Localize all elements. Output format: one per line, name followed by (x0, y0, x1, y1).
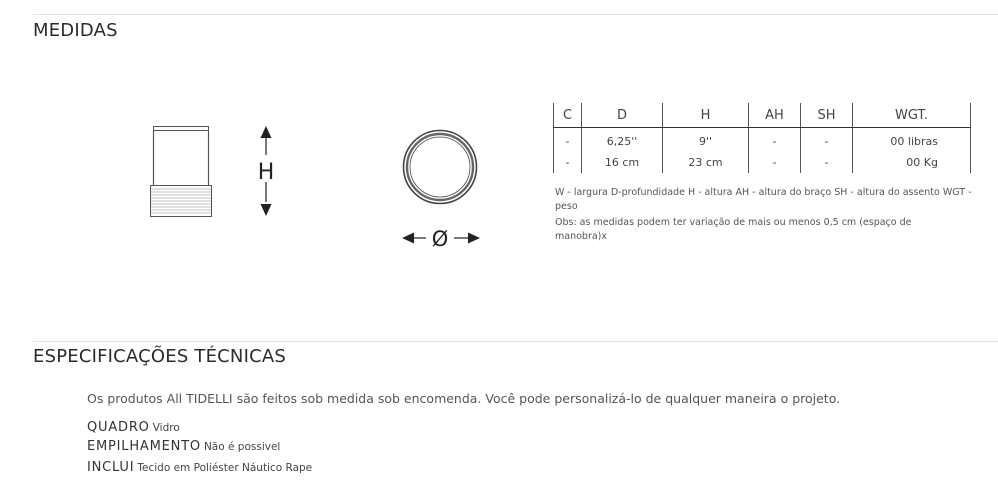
spec-value: Não é possivel (203, 441, 281, 453)
table-cell: - (554, 152, 582, 173)
spec-frame (87, 416, 180, 435)
table-cell: 00 libras (853, 128, 971, 153)
header-ah: AH (749, 103, 801, 128)
dimensions-table (553, 103, 971, 173)
spec-value: Tecido em Poliéster Náutico Rape (137, 462, 313, 474)
spec-label: EMPILHAMENTO (87, 439, 201, 454)
dimensions-legend: W - largura D-profundidade H - altura AH - altura do braço SH - altura do assento WGT - peso (555, 187, 972, 212)
header-c: C (554, 103, 582, 128)
table-cell: - (801, 128, 853, 153)
table-cell: 16 cm (582, 152, 663, 173)
header-sh: SH (801, 103, 853, 128)
table-cell: - (749, 152, 801, 173)
table-header-row (554, 103, 971, 128)
table-cell: 23 cm (663, 152, 749, 173)
measurements-section-title: MEDIDAS (33, 20, 118, 41)
spec-stacking (87, 435, 280, 454)
table-cell: 9'' (663, 128, 749, 153)
table-cell: - (801, 152, 853, 173)
product-top-circle (404, 131, 477, 204)
header-d: D (582, 103, 663, 128)
top-divider (33, 14, 998, 15)
top-view-drawing (396, 125, 486, 255)
table-cell: 00 Kg (853, 152, 971, 173)
table-cell: - (749, 128, 801, 153)
specs-intro: Os produtos All TIDELLI são feitos sob medida sob encomenda. Você pode personalizá-lo de qualquer maneira o projeto. (87, 391, 841, 406)
specs-section-title: ESPECIFICAÇÕES TÉCNICAS (33, 346, 287, 367)
height-label: H (257, 160, 275, 185)
table-cell: - (554, 128, 582, 153)
table-row (554, 152, 971, 173)
section-divider (33, 341, 998, 342)
spec-value: Vidro (152, 422, 180, 434)
measurements-note: Obs: as medidas podem ter variação de mais ou menos 0,5 cm (espaço de manobra)x (555, 217, 912, 242)
spec-label: INCLUI (87, 460, 135, 475)
table-row (554, 128, 971, 153)
spec-label: QUADRO (87, 420, 150, 435)
table-cell: 6,25'' (582, 128, 663, 153)
spec-includes (87, 456, 312, 475)
product-side-silhouette (151, 127, 212, 217)
header-h: H (663, 103, 749, 128)
diameter-label: Ø (431, 227, 449, 251)
header-wgt: WGT. (853, 103, 971, 128)
side-view-drawing (130, 118, 290, 224)
